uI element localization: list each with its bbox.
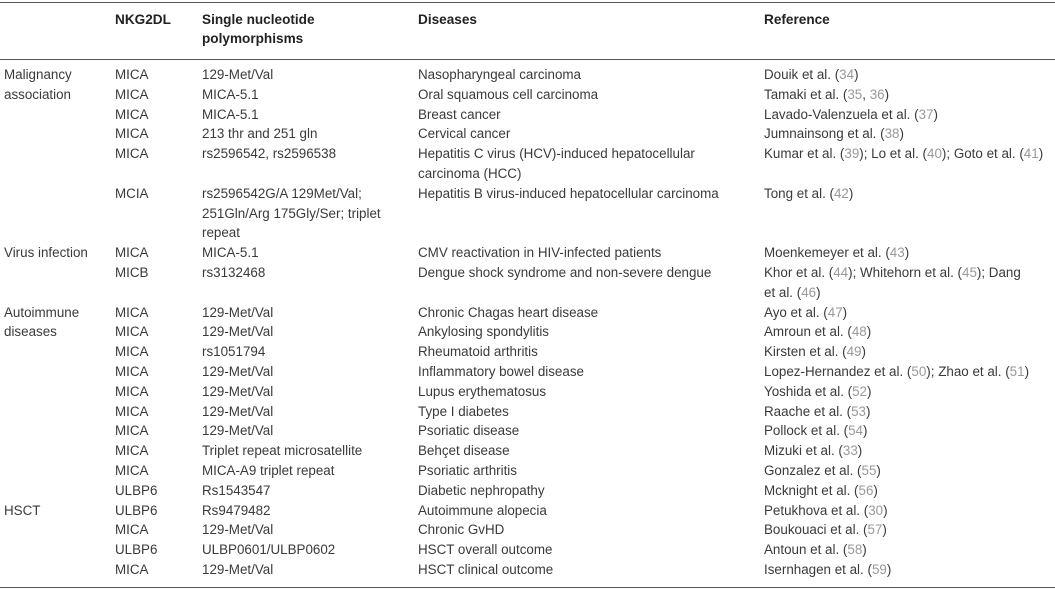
reference-cell <box>764 124 904 143</box>
reference-text: ); Dang <box>976 265 1021 280</box>
reference-text: ) <box>883 502 888 518</box>
citation-link[interactable]: 46 <box>801 284 817 300</box>
reference-text: ) <box>848 185 854 201</box>
snp-cell: MICA-5.1 <box>202 86 259 102</box>
snp-cell: 129-Met/Val <box>202 364 274 379</box>
reference-text: ) <box>899 126 904 142</box>
snp-cell: MICA-A9 triplet repeat <box>202 463 335 478</box>
reference-text: ) <box>857 443 863 459</box>
snp-cell: 129-Met/Val <box>202 403 274 419</box>
reference-text: Lopez-Hernandez et al. ( <box>764 364 912 379</box>
reference-text: Boukouaci et al. ( <box>764 522 868 538</box>
disease-cell: Inflammatory bowel disease <box>418 364 584 379</box>
citation-link[interactable]: 33 <box>842 443 858 459</box>
reference-text: ) <box>886 562 892 577</box>
ligand-cell: MICA <box>115 562 149 577</box>
snp-cell: 213 thr and 251 gln <box>202 126 318 142</box>
reference-text: Kirsten et al. ( <box>764 344 847 360</box>
ligand-cell: MICA <box>115 463 149 478</box>
reference-text: ) <box>1024 364 1030 379</box>
header-nkg2dl: NKG2DL <box>115 12 171 27</box>
reference-text: Tong et al. ( <box>764 185 834 201</box>
snp-cell: ULBP0601/ULBP0602 <box>202 542 336 558</box>
reference-cell <box>764 184 853 203</box>
citation-link[interactable]: 36 <box>869 86 885 102</box>
table-bottom-rule <box>0 587 1055 588</box>
ligand-cell: MICA <box>115 106 149 122</box>
citation-link[interactable]: 45 <box>962 265 977 280</box>
citation-link[interactable]: 49 <box>846 344 862 360</box>
ligand-cell: ULBP6 <box>115 482 158 498</box>
snp-cell: 129-Met/Val <box>202 383 274 399</box>
reference-text: ) <box>882 522 887 538</box>
reference-text: ) <box>854 67 859 82</box>
citation-link[interactable]: 54 <box>848 423 864 439</box>
reference-cell <box>764 263 1021 282</box>
reference-cell <box>764 342 866 361</box>
citation-link[interactable]: 44 <box>833 265 849 280</box>
snp-cell: rs1051794 <box>202 344 266 360</box>
reference-cell <box>764 421 867 440</box>
snp-cell: Rs1543547 <box>202 482 271 498</box>
reference-text: ) <box>816 284 821 300</box>
disease-cell: Chronic Chagas heart disease <box>418 304 599 320</box>
reference-cell <box>764 144 1043 163</box>
citation-link[interactable]: 57 <box>867 522 883 538</box>
disease-cell: Nasopharyngeal carcinoma <box>418 67 582 82</box>
reference-cell <box>764 520 887 539</box>
ligand-cell: ULBP6 <box>115 542 158 558</box>
ligand-cell: ULBP6 <box>115 502 158 518</box>
reference-text: ) <box>904 245 910 261</box>
snp-cell: rs2596542, rs2596538 <box>202 146 337 162</box>
disease-cell: Type I diabetes <box>418 403 509 419</box>
disease-cell: Oral squamous cell carcinoma <box>418 86 599 102</box>
reference-cell <box>764 105 938 124</box>
group-label: association <box>4 86 71 102</box>
reference-cell <box>764 243 909 262</box>
citation-link[interactable]: 55 <box>861 463 877 478</box>
citation-link[interactable]: 34 <box>839 67 855 82</box>
reference-text: Antoun et al. ( <box>764 542 848 558</box>
ligand-cell: MICA <box>115 423 149 439</box>
reference-text: ) <box>863 423 868 439</box>
reference-text: ); Whitehorn et al. ( <box>848 265 962 280</box>
ligand-cell: MICA <box>115 443 149 459</box>
reference-cell <box>764 362 1029 381</box>
reference-text: ); Zhao et al. ( <box>926 364 1010 379</box>
snp-cell: MICA-5.1 <box>202 245 259 261</box>
reference-cell <box>764 382 871 401</box>
reference-text: ) <box>873 482 878 498</box>
citation-link[interactable]: 30 <box>868 502 884 518</box>
reference-cell <box>764 65 859 84</box>
citation-link[interactable]: 48 <box>851 324 867 340</box>
citation-link[interactable]: 43 <box>889 245 905 261</box>
reference-text: Douik et al. ( <box>764 67 840 82</box>
reference-text: Tamaki et al. ( <box>764 86 848 102</box>
disease-cell: Diabetic nephropathy <box>418 482 545 498</box>
ligand-cell: MICA <box>115 324 149 340</box>
disease-cell: Dengue shock syndrome and non-severe dengue <box>418 265 712 280</box>
citation-link[interactable]: 37 <box>918 106 934 122</box>
ligand-cell: MCIA <box>115 185 149 201</box>
reference-text: Raache et al. ( <box>764 403 852 419</box>
snp-cell: 129-Met/Val <box>202 324 274 340</box>
group-label: Virus infection <box>4 245 88 261</box>
disease-cell: Behçet disease <box>418 443 510 459</box>
reference-cell <box>764 85 889 104</box>
citation-link[interactable]: 56 <box>858 482 874 498</box>
reference-text: ); Lo et al. ( <box>859 146 928 162</box>
reference-cell <box>764 560 891 579</box>
snp-cell: 129-Met/Val <box>202 304 274 320</box>
citation-link[interactable]: 59 <box>871 562 887 577</box>
disease-cell: Psoriatic disease <box>418 423 520 439</box>
ligand-cell: MICA <box>115 522 149 538</box>
citation-link[interactable]: 38 <box>884 126 900 142</box>
snp-cell: 251Gln/Arg 175Gly/Ser; triplet <box>202 205 381 221</box>
reference-text: , <box>862 86 870 102</box>
snp-cell: 129-Met/Val <box>202 522 274 538</box>
ligand-cell: MICA <box>115 245 149 261</box>
snp-cell: MICA-5.1 <box>202 106 259 122</box>
table-top-rule <box>0 2 1055 3</box>
citation-link[interactable]: 42 <box>833 185 849 201</box>
snp-cell: rs2596542G/A 129Met/Val; <box>202 185 362 201</box>
group-label: Autoimmune <box>4 304 80 320</box>
ligand-cell: MICA <box>115 364 149 379</box>
reference-text: ) <box>862 542 867 558</box>
disease-cell: CMV reactivation in HIV-infected patients <box>418 245 662 261</box>
reference-cell <box>764 402 870 421</box>
reference-cell <box>764 441 862 460</box>
citation-link[interactable]: 58 <box>847 542 863 558</box>
reference-text: Isernhagen et al. ( <box>764 562 872 577</box>
citation-link[interactable]: 41 <box>1023 146 1039 162</box>
ligand-cell: MICA <box>115 403 149 419</box>
reference-cell <box>764 303 847 322</box>
snp-cell: 129-Met/Val <box>202 67 274 82</box>
disease-cell: HSCT clinical outcome <box>418 562 554 577</box>
reference-text: Ayo et al. ( <box>764 304 828 320</box>
reference-cell <box>764 461 881 480</box>
citation-link[interactable]: 51 <box>1009 364 1025 379</box>
reference-text: ) <box>842 304 848 320</box>
reference-text: ) <box>866 403 871 419</box>
reference-text: ) <box>876 463 881 478</box>
snp-cell: 129-Met/Val <box>202 423 274 439</box>
disease-cell: Hepatitis B virus-induced hepatocellular carcinoma <box>418 185 719 201</box>
reference-text: Lavado-Valenzuela et al. ( <box>764 106 919 122</box>
ligand-cell: MICB <box>115 265 149 280</box>
reference-text: ) <box>933 106 938 122</box>
citation-link[interactable]: 35 <box>847 86 863 102</box>
reference-text: Moenkemeyer et al. ( <box>764 245 890 261</box>
disease-cell: Ankylosing spondylitis <box>418 324 549 340</box>
reference-text: Petukhova et al. ( <box>764 502 869 518</box>
citation-link[interactable]: 50 <box>911 364 927 379</box>
reference-text: ) <box>867 383 872 399</box>
citation-link[interactable]: 52 <box>852 383 867 399</box>
reference-text: ); Goto et al. ( <box>941 146 1024 162</box>
snp-cell: repeat <box>202 225 240 241</box>
ligand-cell: MICA <box>115 383 149 399</box>
disease-cell: Chronic GvHD <box>418 522 505 538</box>
disease-cell: Cervical cancer <box>418 126 511 142</box>
reference-text: Mcknight et al. ( <box>764 482 859 498</box>
reference-cell <box>764 283 821 302</box>
disease-cell: carcinoma (HCC) <box>418 166 522 181</box>
disease-cell: Lupus erythematosus <box>418 383 547 399</box>
header-reference: Reference <box>764 12 830 27</box>
citation-link[interactable]: 39 <box>844 146 860 162</box>
disease-cell: Psoriatic arthritis <box>418 463 517 478</box>
snp-cell: 129-Met/Val <box>202 562 274 577</box>
reference-cell <box>764 322 871 341</box>
reference-text: Yoshida et al. ( <box>764 383 853 399</box>
header-rule <box>0 59 1055 60</box>
disease-cell: Autoimmune alopecia <box>418 502 547 518</box>
reference-text: ) <box>884 86 890 102</box>
ligand-cell: MICA <box>115 344 149 360</box>
reference-text: Gonzalez et al. ( <box>764 463 862 478</box>
ligand-cell: MICA <box>115 67 149 82</box>
snp-cell: Triplet repeat microsatellite <box>202 443 363 459</box>
reference-text: Amroun et al. ( <box>764 324 852 340</box>
reference-cell <box>764 501 888 520</box>
reference-text: ) <box>861 344 866 360</box>
group-label: HSCT <box>4 502 41 518</box>
group-label: diseases <box>4 324 57 340</box>
citation-link[interactable]: 53 <box>851 403 866 419</box>
reference-text: Khor et al. ( <box>764 265 834 280</box>
reference-text: Pollock et al. ( <box>764 423 849 439</box>
ligand-cell: MICA <box>115 126 149 142</box>
ligand-cell: MICA <box>115 146 149 162</box>
reference-cell <box>764 481 878 500</box>
reference-text: ) <box>1038 146 1044 162</box>
header-snp: Single nucleotide polymorphisms <box>202 12 315 46</box>
reference-text: Jumnainsong et al. ( <box>764 126 885 142</box>
ligand-cell: MICA <box>115 304 149 320</box>
reference-text: Mizuki et al. ( <box>764 443 843 459</box>
citation-link[interactable]: 47 <box>827 304 843 320</box>
disease-cell: Breast cancer <box>418 106 501 122</box>
snp-cell: Rs9479482 <box>202 502 271 518</box>
disease-cell: Hepatitis C virus (HCV)-induced hepatocellular <box>418 146 695 162</box>
snp-cell: rs3132468 <box>202 265 266 280</box>
header-diseases: Diseases <box>418 12 477 27</box>
reference-cell <box>764 540 867 559</box>
citation-link[interactable]: 40 <box>927 146 942 162</box>
group-label: Malignancy <box>4 67 72 82</box>
disease-cell: Rheumatoid arthritis <box>418 344 538 360</box>
reference-text: Kumar et al. ( <box>764 146 845 162</box>
reference-text: ) <box>866 324 872 340</box>
reference-text: et al. ( <box>764 284 802 300</box>
ligand-cell: MICA <box>115 86 149 102</box>
disease-cell: HSCT overall outcome <box>418 542 553 558</box>
